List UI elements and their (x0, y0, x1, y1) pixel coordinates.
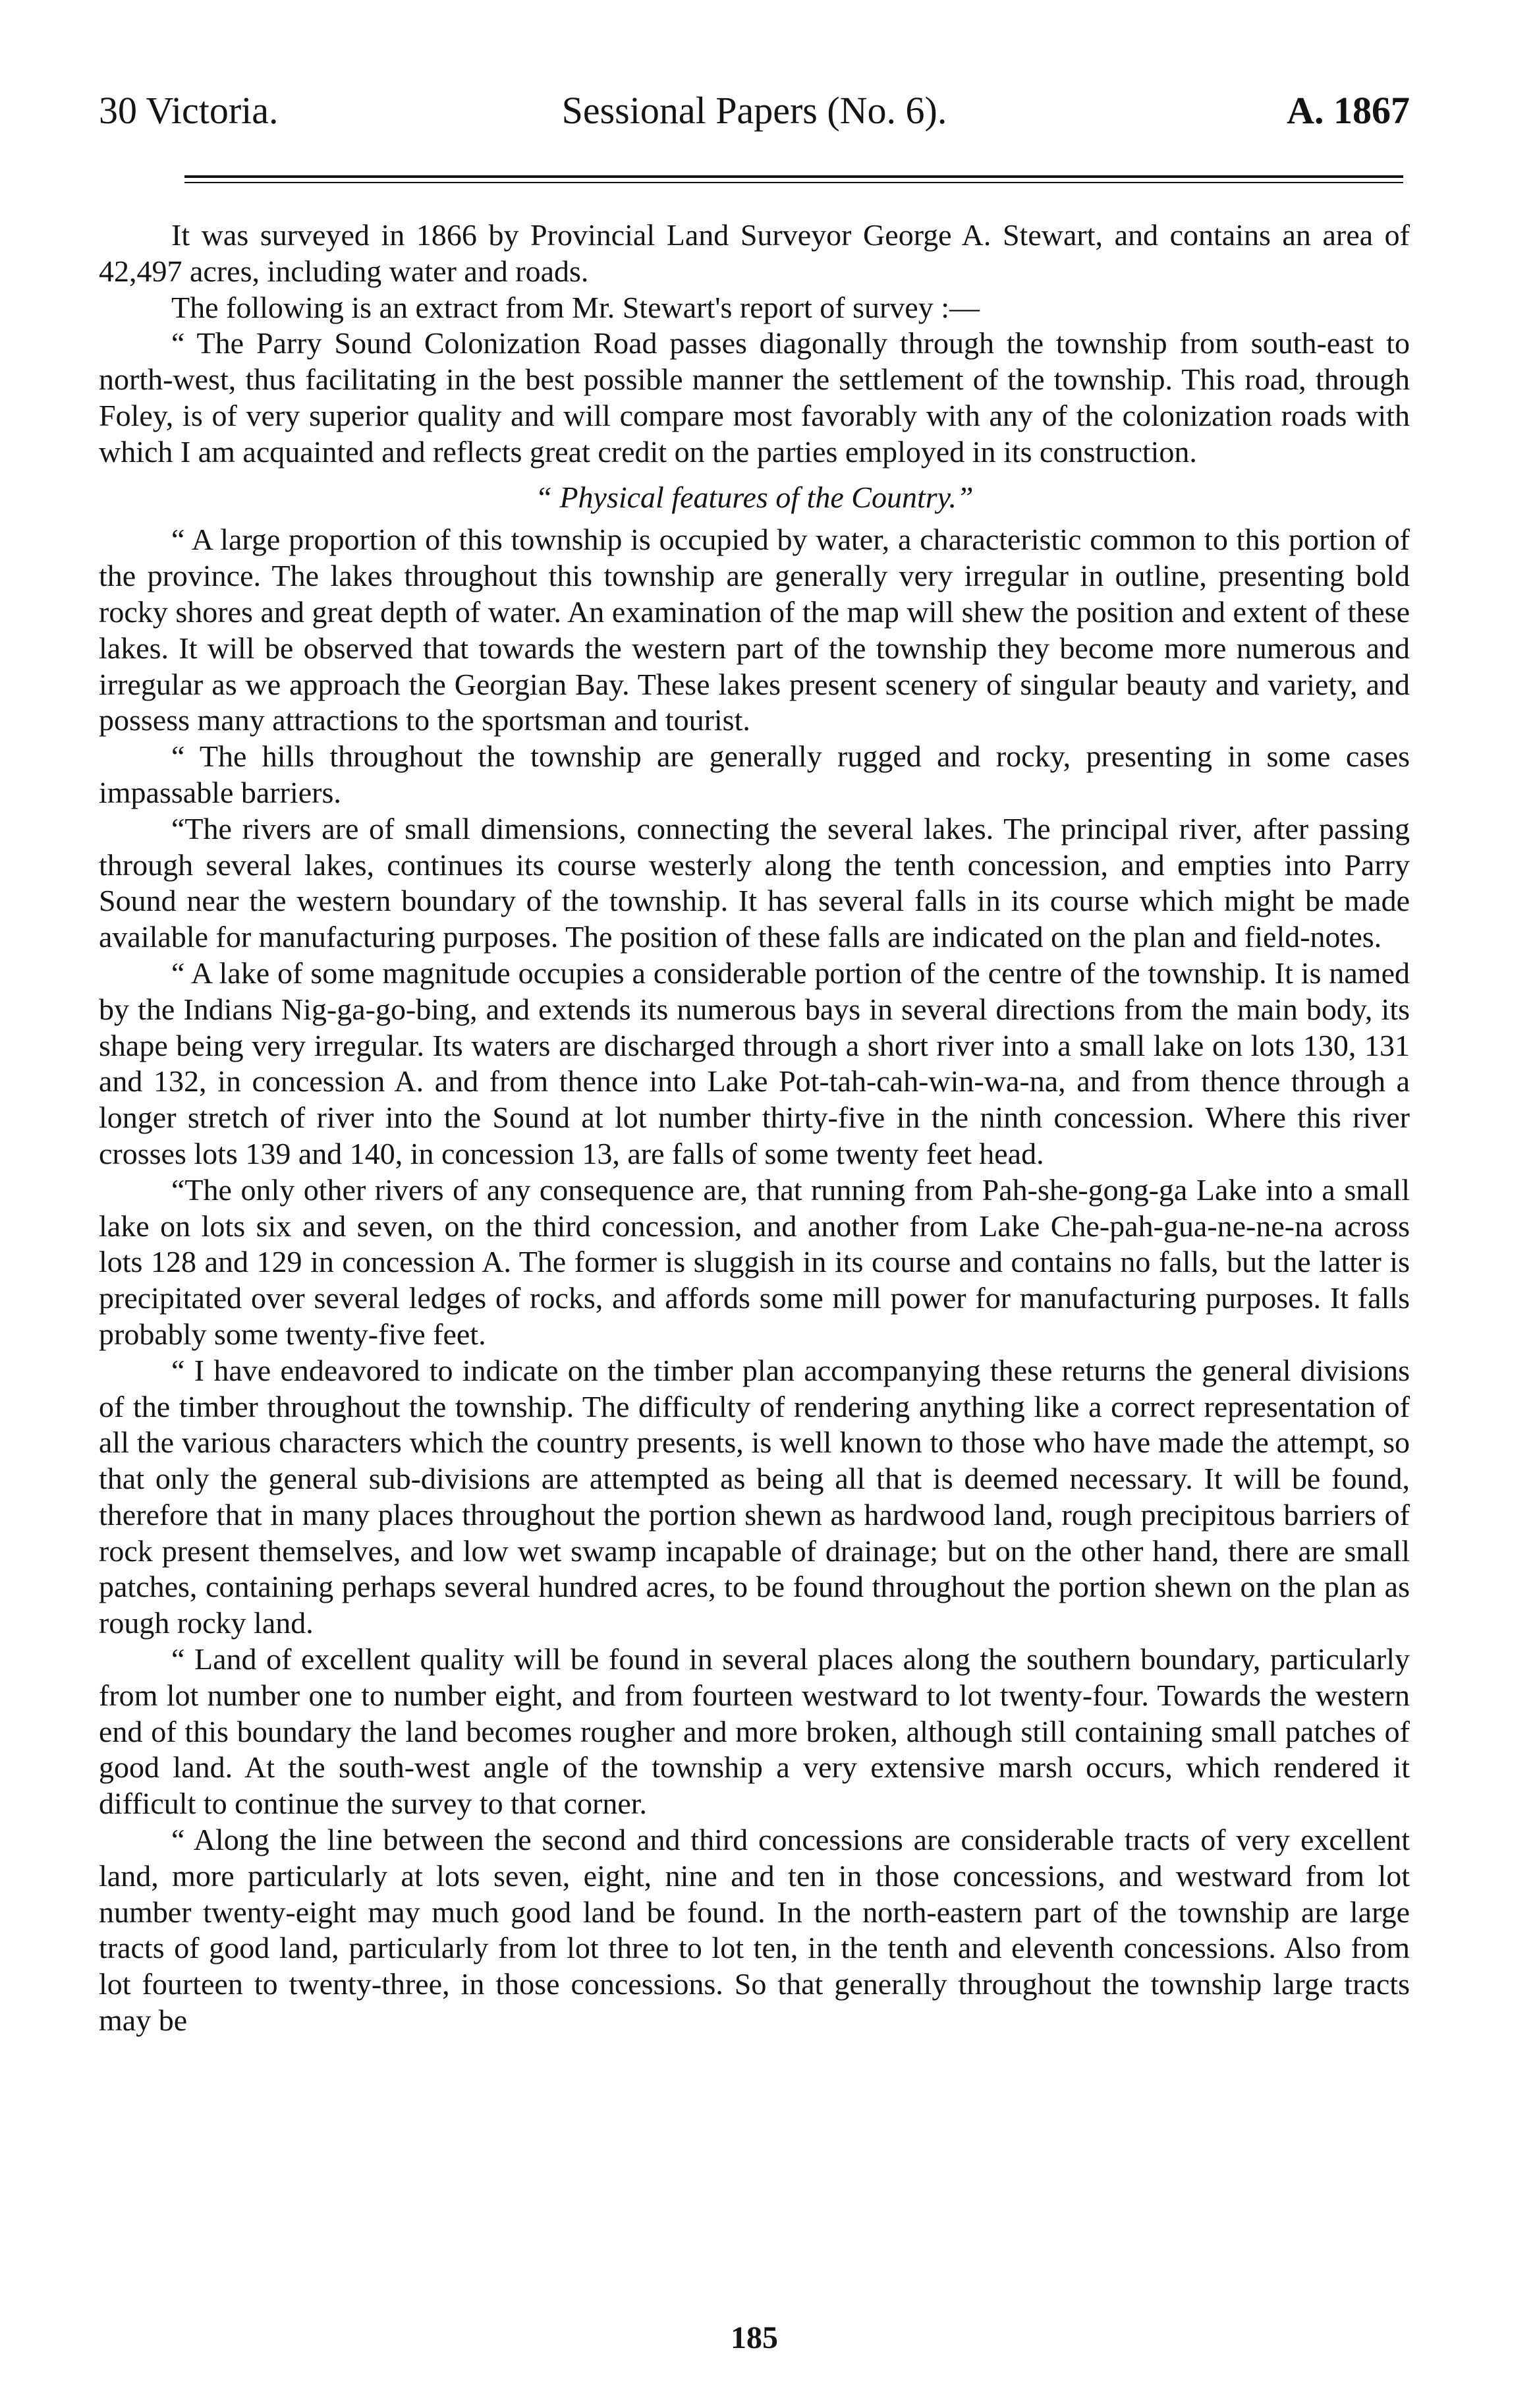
paragraph: “ Along the line between the second and third concessions are considerable tracts of very excellent land, more particularly at lots seven, eight, nine and ten in those concessions, and westward from lot number twenty-eight may much good land be found. In the north-eastern part of the township are large tracts of good land, particularly from lot three to lot ten, in the tenth and eleventh concessions. Also from lot fourteen to twenty-three, in those concessions. So that generally throughout the township large tracts may be (99, 1823, 1410, 2038)
page-header (99, 84, 1410, 137)
header-year: A. 1867 (1287, 89, 1410, 132)
paragraph: “ Land of excellent quality will be found in several places along the southern boundary, particularly from lot number one to number eight, and from fourteen westward to lot twenty-four. Towards the western end of this boundary the land becomes rougher and more broken, although still containing small patches of good land. At the south-west angle of the township a very extensive marsh occurs, which rendered it difficult to continue the survey to that corner. (99, 1642, 1410, 1821)
section-heading: “ Physical features of the Country.” (535, 480, 974, 514)
document-page (99, 0, 1410, 2408)
paragraph: “ A large proportion of this township is occupied by water, a characteristic common to this portion of the province. The lakes throughout this township are generally very irregular in outline, presenting bold rocky shores and great depth of water. An examination of the map will shew the position and extent of these lakes. It will be observed that towards the western part of the township they become more numerous and irregular as we approach the Georgian Bay. These lakes present scenery of singular beauty and variety, and possess many attractions to the sportsman and tourist. (99, 523, 1410, 737)
page-number: 185 (731, 2320, 778, 2355)
header-rule-thin (184, 182, 1403, 183)
paragraph: It was surveyed in 1866 by Provincial Land Surveyor George A. Stewart, and contains an area of 42,497 acres, including water and roads. (99, 218, 1410, 288)
paragraph: “ I have endeavored to indicate on the timber plan accompanying these returns the general divisions of the timber throughout the township. The difficulty of rendering anything like a correct representation of all the various characters which the country presents, is well known to those who have made the attempt, so that only the general sub-divisions are attempted as being all that is deemed necessary. It will be found, therefore that in many places throughout the portion shewn as hardwood land, rough precipitous barriers of rock present themselves, and low wet swamp incapable of drainage; but on the other hand, there are small patches, containing perhaps several hundred acres, to be found throughout the portion shewn on the plan as rough rocky land. (99, 1353, 1410, 1640)
header-title: Sessional Papers (No. 6). (561, 89, 947, 132)
header-rule-thick (184, 175, 1403, 178)
paragraph: “ The hills throughout the township are generally rugged and rocky, presenting in some cases impassable barriers. (99, 739, 1410, 809)
paragraph: “The rivers are of small dimensions, connecting the several lakes. The principal river, after passing through several lakes, continues its course westerly along the tenth concession, and empties into Parry Sound near the western boundary of the township. It has several falls in its course which might be made available for manufacturing purposes. The position of these falls are indicated on the plan and field-notes. (99, 811, 1410, 954)
paragraph: The following is an extract from Mr. Stewart's report of survey :— (171, 290, 980, 324)
paragraph: “The only other rivers of any consequence are, that running from Pah-she-gong-ga Lake into a small lake on lots six and seven, on the third concession, and another from Lake Che-pah-gua-ne-ne-na across lots 128 and 129 in concession A. The former is sluggish in its course and contains no falls, but the latter is precipitated over several ledges of rocks, and affords some mill power for manufacturing purposes. It falls probably some twenty-five feet. (99, 1172, 1410, 1351)
body-text (99, 217, 1410, 2039)
paragraph: “ The Parry Sound Colonization Road passes diagonally through the township from south-east to north-west, thus facilitating in the best possible manner the settlement of the township. This road, through Foley, is of very superior quality and will compare most favorably with any of the colonization roads with which I am acquainted and reflects great credit on the parties employed in its construction. (99, 326, 1410, 469)
paragraph: “ A lake of some magnitude occupies a considerable portion of the centre of the township. It is named by the Indians Nig-ga-go-bing, and extends its numerous bays in several directions from the main body, its shape being very irregular. Its waters are discharged through a short river into a small lake on lots 130, 131 and 132, in concession A. and from thence into Lake Pot-tah-cah-win-wa-na, and from thence through a longer stretch of river into the Sound at lot number thirty-five in the ninth concession. Where this river crosses lots 139 and 140, in concession 13, are falls of some twenty feet head. (99, 956, 1410, 1170)
header-session: 30 Victoria. (99, 89, 279, 132)
